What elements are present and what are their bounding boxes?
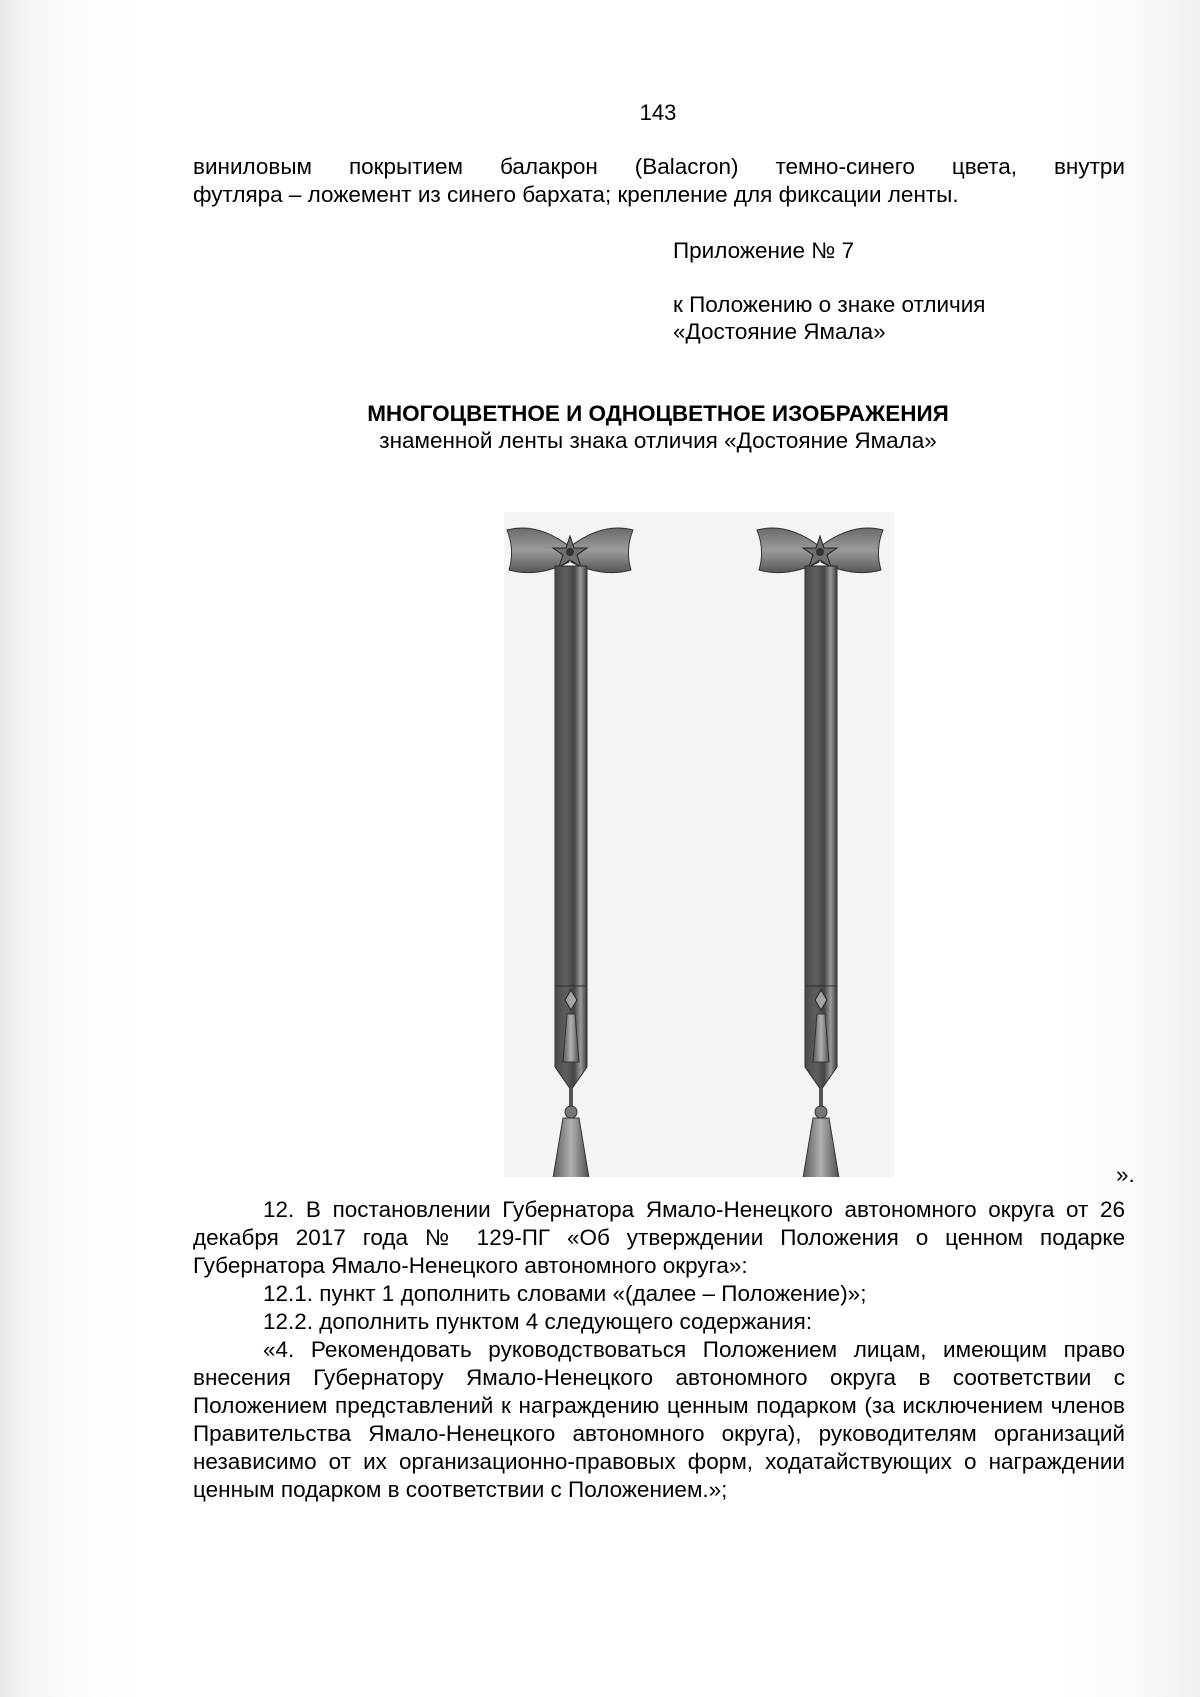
paragraph: 12.2. дополнить пунктом 4 следующего содержания: [263, 1309, 813, 1334]
page-number: 143 [639, 100, 677, 125]
body-text [193, 1196, 1125, 1504]
appendix-label: Приложение № 7 [673, 238, 855, 263]
figure-title [0, 400, 1200, 454]
intro-line: футляра – ложемент из синего бархата; крепление для фиксации ленты. [193, 182, 959, 207]
figure-title-sub: знаменной ленты знака отличия «Достояние Ямала» [379, 428, 937, 453]
intro-text [193, 153, 1125, 209]
paragraph: 12.1. пункт 1 дополнить словами «(далее – Положение)»; [263, 1281, 867, 1306]
paragraph: «4. Рекомендовать руководствоваться Положением лицам, имеющим право внесения Губернатору Ямало-Ненецкого автономного округа в соответствии с Положением представлений к награждению ценным подарком (за исключением членов Правительства Ямало-Ненецкого автономного округа), руководителям организаций независимо от их организационно-правовых форм, ходатайствующих о награждении ценным подарком в соответствии с Положением.»; [193, 1337, 1125, 1502]
ribbon-color [507, 528, 633, 1177]
closing-quote: ». [1116, 1162, 1135, 1187]
ribbon-images [504, 512, 894, 1177]
figure-title-main: МНОГОЦВЕТНОЕ И ОДНОЦВЕТНОЕ ИЗОБРАЖЕНИЯ [367, 401, 949, 426]
appendix-line: «Достояние Ямала» [673, 319, 886, 344]
intro-line: виниловым покрытием балакрон (Balacron) темно-синего цвета, внутри [193, 154, 1125, 179]
appendix-line: к Положению о знаке отличия [673, 292, 986, 317]
paragraph: 12. В постановлении Губернатора Ямало-Ненецкого автономного округа от 26 декабря 2017 года № 129-ПГ «Об утверждении Положения о ценном подарке Губернатора Ямало-Ненецкого автономного округа»: [193, 1197, 1125, 1278]
ribbon-monochrome [757, 528, 883, 1177]
ribbon-illustration [504, 512, 894, 1177]
